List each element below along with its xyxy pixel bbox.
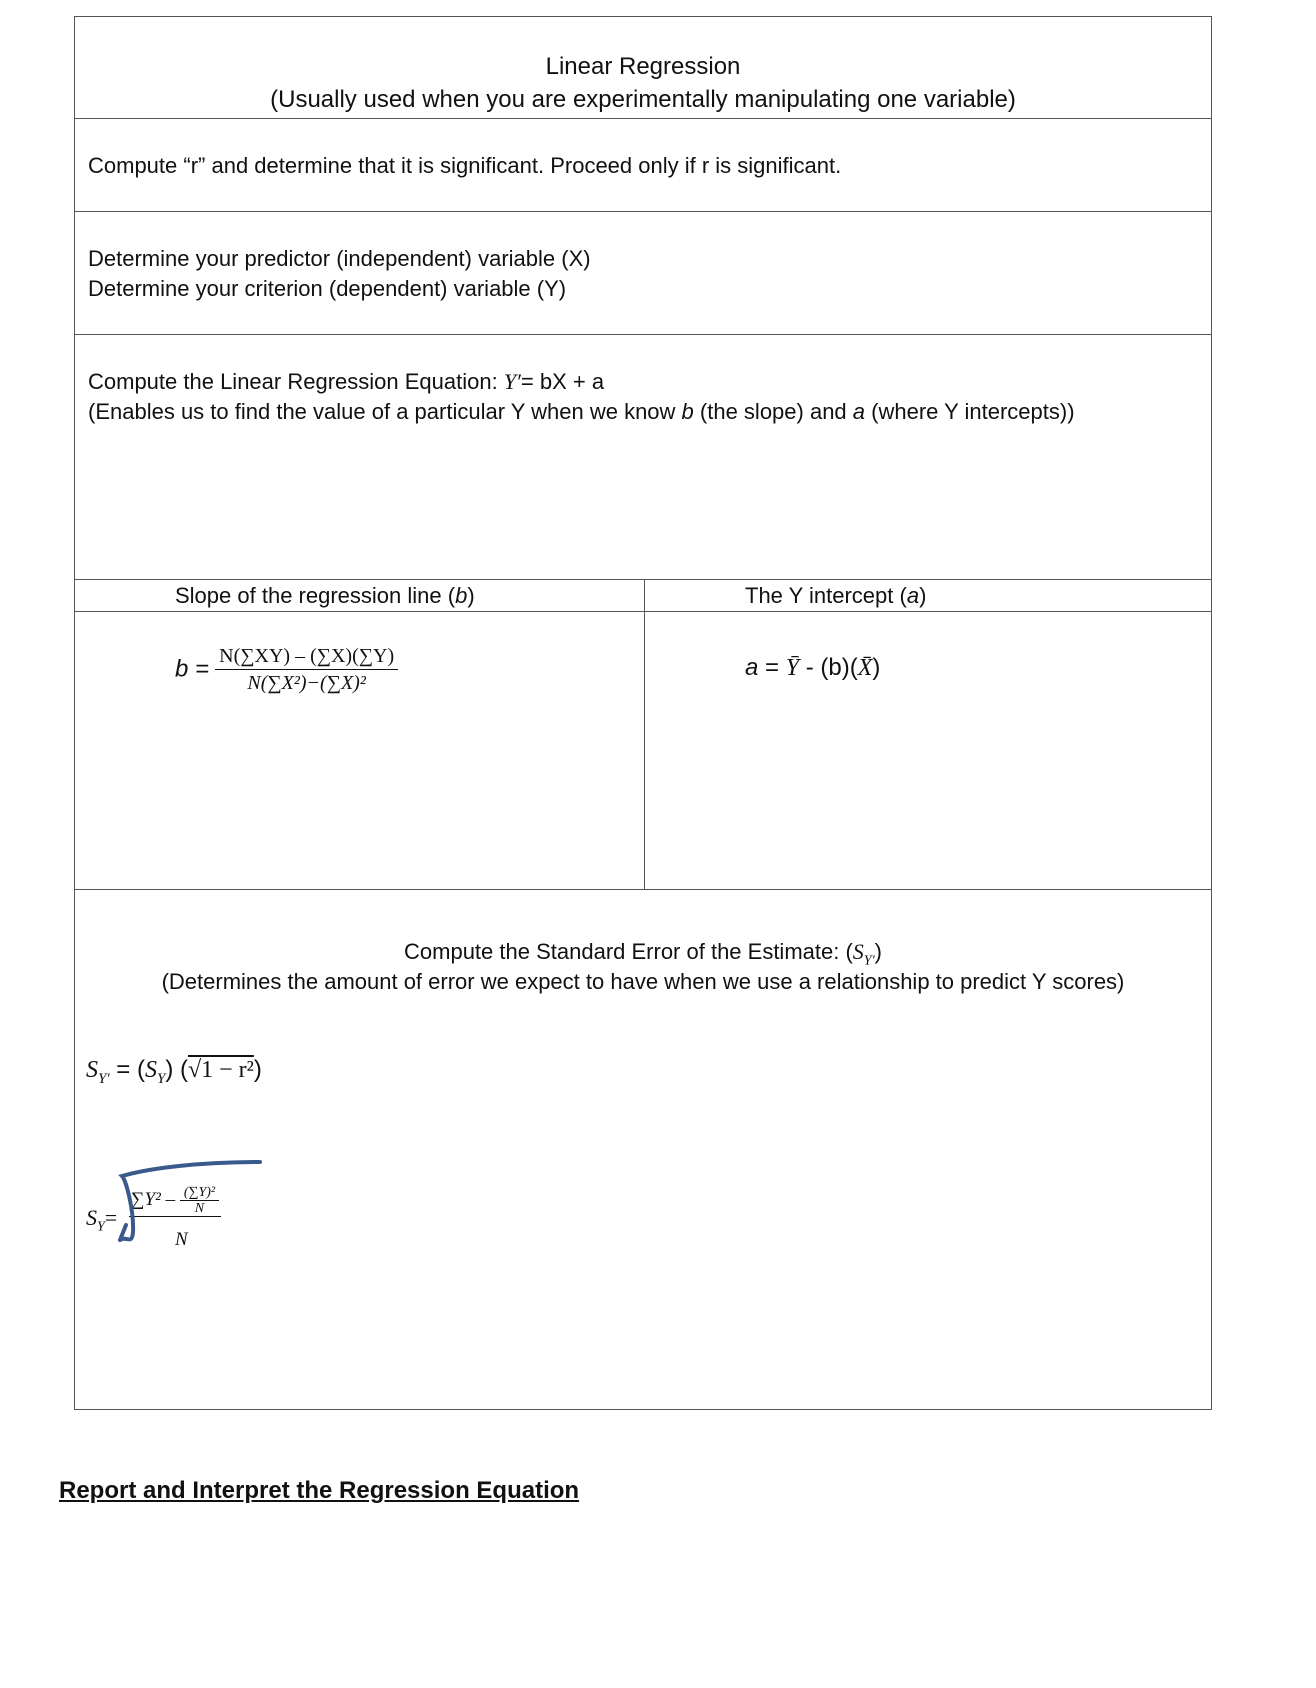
intercept-formula-close: ) [872, 654, 881, 681]
std-error-symbol: S [852, 939, 864, 964]
outer-n: N [175, 1229, 188, 1250]
formula1-eq: = ( [109, 1056, 145, 1083]
y-prime-symbol: Y′ [503, 369, 521, 394]
intercept-formula-a: a [745, 654, 759, 681]
intercept-formula-mid: - (b)( [799, 654, 858, 681]
slope-var: b [681, 399, 694, 424]
explanation-part: (Enables us to find the value of a particular Y when we know [88, 399, 682, 424]
slope-numerator: N(∑XY) – (∑X)(∑Y) [215, 643, 398, 670]
sum-y-squared: ∑Y² [131, 1188, 161, 1210]
inner-n: N [194, 1201, 205, 1216]
slope-heading-text: Slope of the regression line ( [175, 583, 456, 608]
minus-sign: – [165, 1188, 176, 1210]
sy-lhs-s: S [86, 1205, 97, 1230]
step-compute-r: Compute “r” and determine that it is significant. Proceed only if r is significant. [88, 153, 842, 178]
std-error-heading-text: Compute the Standard Error of the Estimate: ( [404, 939, 853, 964]
slope-heading-var: b [455, 583, 468, 608]
sy-lhs-sub: Y [97, 1219, 105, 1235]
explanation-part: (where Y intercepts)) [865, 399, 1075, 424]
report-heading: Report and Interpret the Regression Equation [59, 1477, 580, 1504]
formula1-lhs: S [86, 1057, 98, 1083]
explanation-part: (the slope) and [693, 399, 853, 424]
y-bar-symbol: Ȳ [785, 655, 800, 681]
intercept-heading-text: The Y intercept ( [745, 583, 907, 608]
std-error-description: (Determines the amount of error we expect to have when we use a relationship to predict Y scores) [161, 969, 1125, 994]
equation-label: Compute the Linear Regression Equation: [88, 369, 504, 394]
slope-heading-close: ) [467, 583, 475, 608]
slope-denominator: N(∑X²)−(∑X)² [247, 672, 366, 694]
formula1-close: ) [253, 1056, 262, 1083]
sum-y-all-squared: (∑Y)² [180, 1185, 219, 1201]
intercept-heading-close: ) [919, 583, 927, 608]
formula1-sy: S [144, 1057, 157, 1083]
equation-rest: = bX + a [520, 369, 605, 394]
predictor-variable-text: Determine your predictor (independent) variable (X) [88, 246, 591, 271]
page-subtitle: (Usually used when you are experimentally manipulating one variable) [270, 86, 1016, 113]
sy-eq: = [104, 1205, 118, 1230]
formula1-sy-sub: Y [156, 1070, 166, 1087]
square-root-term: √1 − r² [187, 1057, 254, 1083]
radical-stroke [120, 1162, 260, 1240]
formula1-mid: ) ( [165, 1056, 188, 1083]
std-error-heading-close: ) [874, 939, 882, 964]
criterion-variable-text: Determine your criterion (dependent) variable (Y) [88, 276, 567, 301]
std-error-subscript: Y′ [863, 953, 875, 969]
intercept-formula-eq: = [758, 654, 786, 681]
slope-formula-lhs: b = [175, 655, 210, 683]
intercept-heading-var: a [906, 583, 920, 608]
intercept-var: a [852, 399, 866, 424]
page-title: Linear Regression [545, 53, 741, 80]
formula1-lhs-sub: Y′ [98, 1070, 110, 1087]
x-bar-symbol: X̄ [857, 655, 873, 681]
